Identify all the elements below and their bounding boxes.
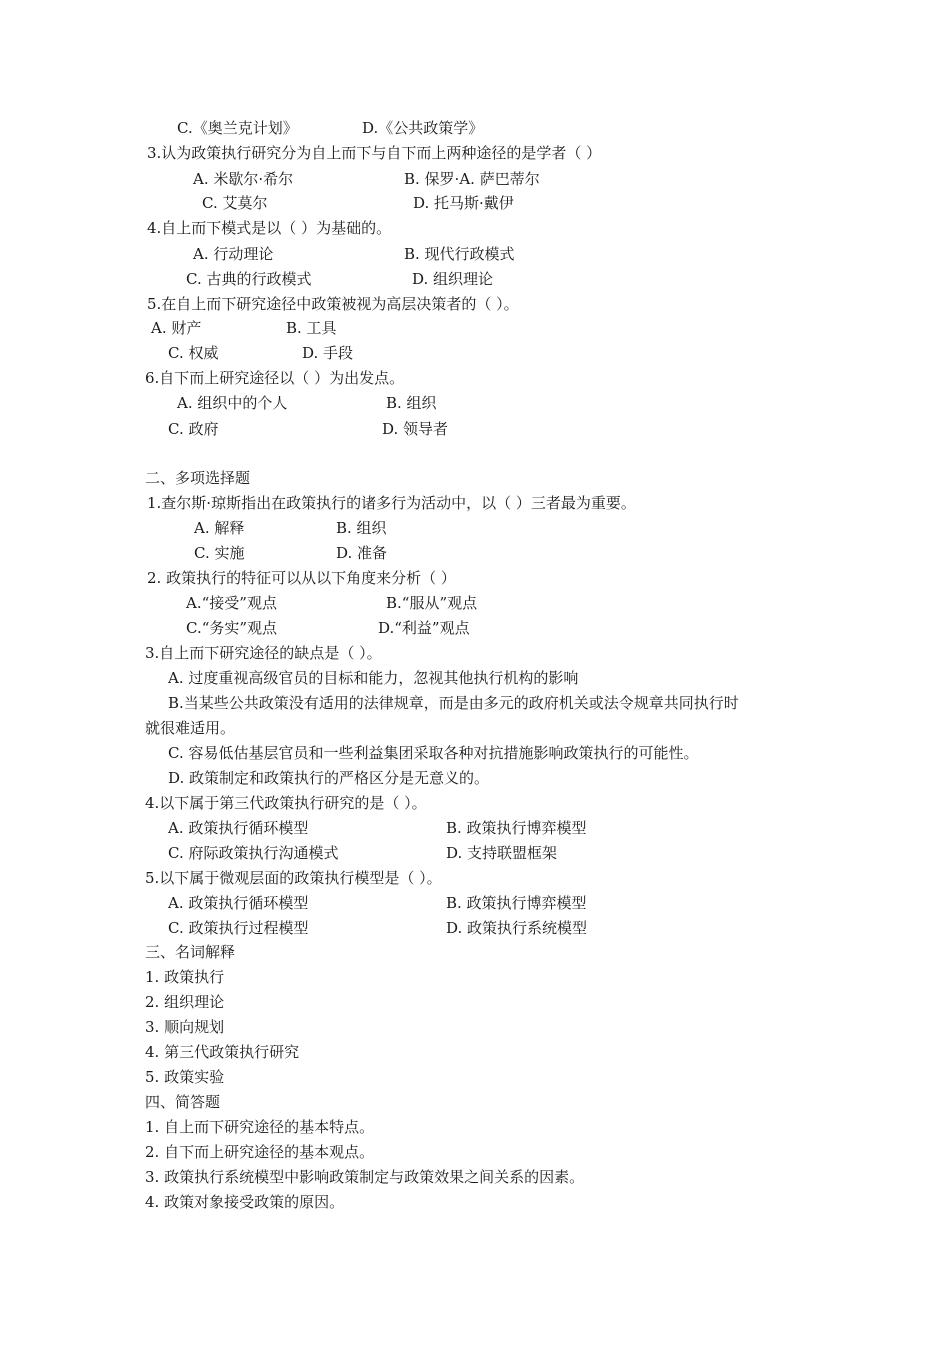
question-text: 6.自下而上研究途径以（ ）为出发点。 — [145, 369, 405, 387]
option-a: A. 政策执行循环模型 — [168, 819, 309, 837]
option-a: A.“接受”观点 — [186, 594, 277, 612]
option-b: B. 工具 — [286, 319, 337, 337]
option-c: C. 古典的行政模式 — [186, 270, 312, 288]
option-a: A. 行动理论 — [193, 245, 274, 263]
option-a: A. 米歇尔·希尔 — [193, 170, 294, 188]
option-c: C. 政策执行过程模型 — [168, 919, 309, 937]
option-b-continued: 就很难适用。 — [145, 719, 236, 737]
option-d: D. 政策制定和政策执行的严格区分是无意义的。 — [168, 769, 490, 787]
option-a: A. 解释 — [194, 519, 245, 537]
option-b: B. 保罗·A. 萨巴蒂尔 — [404, 170, 540, 188]
short-answer-item: 4. 政策对象接受政策的原因。 — [145, 1193, 345, 1211]
option-b: B. 政策执行博弈模型 — [446, 894, 587, 912]
option-d: D. 支持联盟框架 — [446, 844, 558, 862]
option-c: C. 实施 — [194, 544, 245, 562]
option-b: B. 政策执行博弈模型 — [446, 819, 587, 837]
option-b: B.“服从”观点 — [386, 594, 478, 612]
option-b: B. 组织 — [336, 519, 387, 537]
term-item: 5. 政策实验 — [145, 1068, 225, 1086]
question-text: 2. 政策执行的特征可以从以下角度来分析（ ） — [147, 569, 456, 587]
short-answer-item: 1. 自上而下研究途径的基本特点。 — [145, 1118, 375, 1136]
option-b: B. 组织 — [386, 394, 437, 412]
option-c: C. 权威 — [168, 344, 219, 362]
option-b: B. 现代行政模式 — [404, 245, 515, 263]
option-d: D. 准备 — [336, 544, 388, 562]
option-d: D. 领导者 — [382, 420, 449, 438]
section-heading: 三、名词解释 — [145, 943, 236, 961]
short-answer-item: 2. 自下而上研究途径的基本观点。 — [145, 1143, 375, 1161]
short-answer-item: 3. 政策执行系统模型中影响政策制定与政策效果之间关系的因素。 — [145, 1168, 585, 1186]
section-heading: 四、简答题 — [145, 1093, 221, 1111]
option-a: A. 组织中的个人 — [177, 394, 288, 412]
option-a: A. 政策执行循环模型 — [168, 894, 309, 912]
option-c: C.“务实”观点 — [186, 619, 278, 637]
question-text: 3.自上而下研究途径的缺点是（ ）。 — [145, 644, 382, 662]
question-text: 1.查尔斯·琼斯指出在政策执行的诸多行为活动中，以（ ）三者最为重要。 — [147, 494, 636, 512]
option-a: A. 财产 — [151, 319, 202, 337]
term-item: 2. 组织理论 — [145, 993, 225, 1011]
question-text: 4.以下属于第三代政策执行研究的是（ ）。 — [145, 794, 427, 812]
question-text: 5.以下属于微观层面的政策执行模型是（ ）。 — [145, 869, 442, 887]
option-c: C. 艾莫尔 — [202, 194, 268, 212]
section-heading: 二、多项选择题 — [145, 469, 251, 487]
option-d: D.“利益”观点 — [378, 619, 470, 637]
option-a: A. 过度重视高级官员的目标和能力，忽视其他执行机构的影响 — [168, 669, 579, 687]
option-c: C.《奥兰克计划》 — [177, 119, 298, 137]
option-d: D.《公共政策学》 — [362, 119, 484, 137]
question-text: 4.自上而下模式是以（ ）为基础的。 — [147, 219, 392, 237]
term-item: 3. 顺向规划 — [145, 1018, 225, 1036]
option-d: D. 托马斯·戴伊 — [413, 194, 514, 212]
option-c: C. 容易低估基层官员和一些利益集团采取各种对抗措施影响政策执行的可能性。 — [168, 744, 699, 762]
option-b: B.当某些公共政策没有适用的法律规章，而是由多元的政府机关或法令规章共同执行时 — [168, 694, 739, 712]
option-d: D. 政策执行系统模型 — [446, 919, 588, 937]
question-text: 5.在自上而下研究途径中政策被视为高层决策者的（ ）。 — [147, 295, 519, 313]
option-d: D. 手段 — [302, 344, 354, 362]
option-c: C. 府际政策执行沟通模式 — [168, 844, 339, 862]
term-item: 4. 第三代政策执行研究 — [145, 1043, 300, 1061]
option-c: C. 政府 — [168, 420, 219, 438]
question-text: 3.认为政策执行研究分为自上而下与自下而上两种途径的是学者（ ） — [147, 144, 602, 162]
option-d: D. 组织理论 — [412, 270, 494, 288]
term-item: 1. 政策执行 — [145, 968, 225, 986]
